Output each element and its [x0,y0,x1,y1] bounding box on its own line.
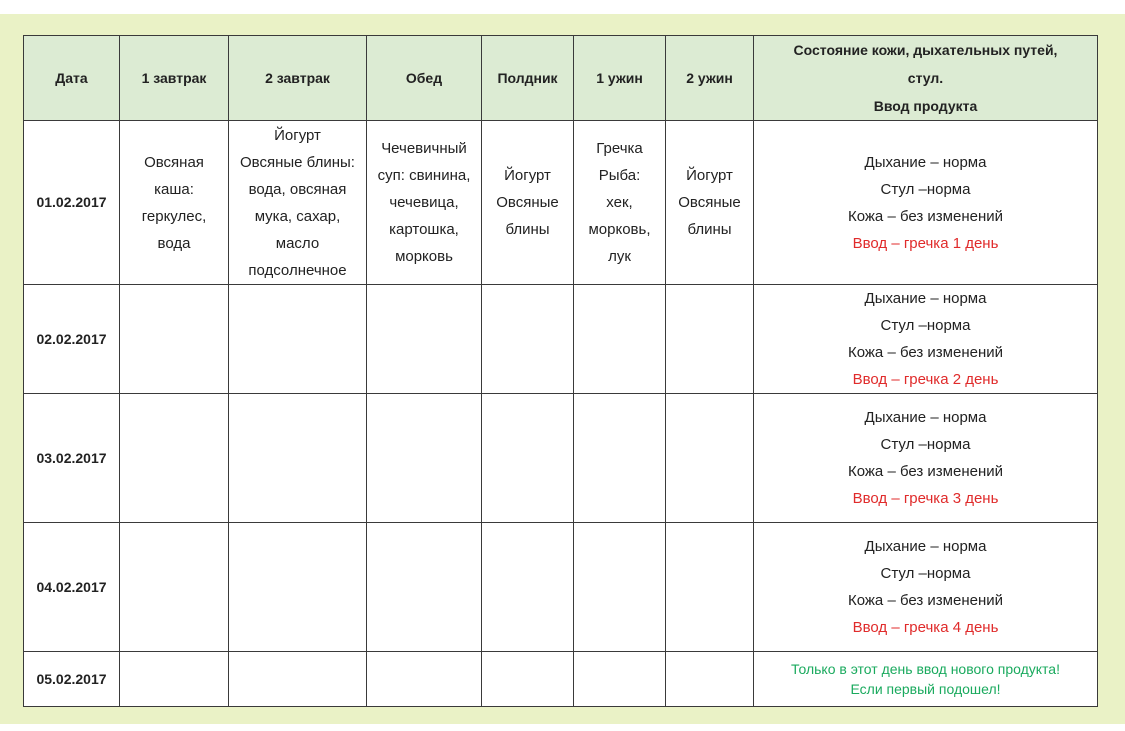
cell-line: подсолнечное [248,261,347,279]
header-dinner-1: 1 ужин [574,36,666,121]
snack-cell [482,394,574,523]
breakfast-1-cell [120,652,229,707]
lunch-cell [367,652,482,707]
state-cell [754,121,1098,285]
header-date: Дата [24,36,120,121]
state-line: Стул –норма [880,436,971,453]
cell-line: лук [608,248,631,265]
food-diary-table [23,35,1098,707]
table-row [24,121,1098,285]
cell-line: блины [687,221,732,238]
header-snack: Полдник [482,36,574,121]
date-cell: 02.02.2017 [24,285,120,394]
table-row [24,523,1098,652]
cell-line: масло [275,234,320,252]
cell-line: Овсяные блины: [240,153,355,171]
dinner-1-cell [574,652,666,707]
dinner-2-cell [666,121,754,285]
cell-line: чечевица, [389,194,459,211]
state-line: Стул –норма [880,180,971,198]
cell-line: блины [505,221,550,238]
cell-line: морковь [395,248,453,265]
state-cell [754,394,1098,523]
product-intro: Ввод – гречка 4 день [852,619,999,636]
breakfast-2-cell [229,285,367,394]
state-line: Кожа – без изменений [847,344,1004,361]
state-line: Дыхание – норма [864,538,987,555]
breakfast-1-cell [120,523,229,652]
snack-cell [482,285,574,394]
breakfast-1-cell [120,394,229,523]
dinner-1-cell [574,394,666,523]
date-cell: 05.02.2017 [24,652,120,707]
cell-line: мука, сахар, [254,207,341,225]
cell-line: Йогурт [504,167,551,184]
date-cell: 03.02.2017 [24,394,120,523]
dinner-1-cell [574,523,666,652]
header-breakfast-2: 2 завтрак [229,36,367,121]
header-state-line: Ввод продукта [873,98,978,114]
cell-line: Рыба: [598,167,641,184]
new-product-note: Если первый подошел! [850,681,1001,697]
cell-line: Овсяные [496,194,559,211]
table-row [24,285,1098,394]
product-intro: Ввод – гречка 1 день [852,234,999,252]
product-intro: Ввод – гречка 2 день [852,371,999,388]
breakfast-2-cell [229,523,367,652]
state-line: Дыхание – норма [864,153,987,171]
header-state-line: стул. [907,70,944,86]
state-line: Кожа – без изменений [847,207,1004,225]
cell-line: Гречка [596,140,643,157]
dinner-1-cell [574,285,666,394]
dinner-2-cell [666,285,754,394]
state-cell [754,285,1098,394]
state-line: Дыхание – норма [864,409,987,426]
product-intro: Ввод – гречка 3 день [852,490,999,507]
cell-line: Йогурт [686,167,733,184]
snack-cell [482,121,574,285]
header-breakfast-1: 1 завтрак [120,36,229,121]
date-cell: 01.02.2017 [24,121,120,285]
cell-line: Овсяные [678,194,741,211]
cell-line: Йогурт [274,126,321,144]
dinner-2-cell [666,523,754,652]
cell-line: вода, овсяная [248,180,347,198]
cell-line: хек, [606,194,633,211]
cell-line: картошка, [389,221,459,238]
state-line: Стул –норма [880,317,971,334]
cell-line: каша: [154,180,194,198]
breakfast-2-cell [229,652,367,707]
state-line: Дыхание – норма [864,290,987,307]
state-line: Стул –норма [880,565,971,582]
cell-line: вода [157,234,191,252]
breakfast-1-cell [120,121,229,285]
header-lunch: Обед [367,36,482,121]
dinner-1-cell [574,121,666,285]
cell-line: суп: свинина, [377,167,471,184]
dinner-2-cell [666,652,754,707]
cell-line: геркулес, [141,207,207,225]
lunch-cell [367,523,482,652]
dinner-2-cell [666,394,754,523]
date-cell: 04.02.2017 [24,523,120,652]
header-dinner-2: 2 ужин [666,36,754,121]
table-row [24,394,1098,523]
lunch-cell [367,121,482,285]
cell-line: Овсяная [144,153,204,171]
new-product-note: Только в этот день ввод нового продукта! [791,661,1060,677]
snack-cell [482,523,574,652]
header-state-line: Состояние кожи, дыхательных путей, [793,42,1058,58]
cell-line: Чечевичный [381,140,467,157]
state-cell [754,523,1098,652]
header-state [754,36,1098,121]
breakfast-2-cell [229,121,367,285]
state-line: Кожа – без изменений [847,463,1004,480]
lunch-cell [367,285,482,394]
cell-line: морковь, [588,221,651,238]
state-cell [754,652,1098,707]
breakfast-2-cell [229,394,367,523]
header-row [24,36,1098,121]
table-row [24,652,1098,707]
snack-cell [482,652,574,707]
lunch-cell [367,394,482,523]
breakfast-1-cell [120,285,229,394]
state-line: Кожа – без изменений [847,592,1004,609]
